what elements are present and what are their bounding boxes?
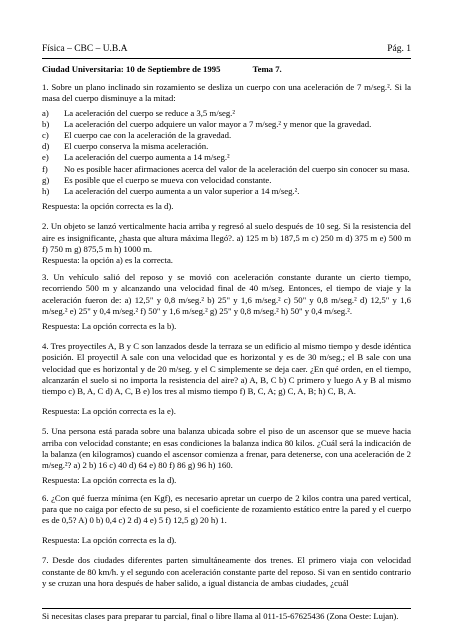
question-1-answer: Respuesta: la opción correcta es la d). xyxy=(42,201,174,212)
question-6-text: 6. ¿Con qué fuerza mínima (en Kgf), es necesario apretar un cuerpo de 2 kilos contra una pared vertical, para que no caiga por efecto de su peso, si el coeficiente de rozamiento estático entre la pared y el cuerpo es de 0,5? A) 0 b) 0,4 c) 2 d) 4 e) 5 f) 12,5 g) 20 h) 1. xyxy=(42,492,411,525)
question-1-text: 1. Sobre un plano inclinado sin rozamiento se desliza un cuerpo con una aceleración de 7 m/seg.². Si la masa del cuerpo disminuye a la mitad: xyxy=(42,82,411,104)
question-5-answer: Respuesta: La opción correcta es la d). xyxy=(42,475,177,486)
question-5-text: 5. Una persona está parada sobre una balanza ubicada sobre el piso de un ascensor que se mueve hacia arriba con velocidad constante; en esas condiciones la balanza indica 80 kilos. ¿Cuál será la indicación de la balanza (en kilogramos) cuando el ascensor comienza a frenar, para detenerse, con una aceleración de 2 m/seg.²? a) 2 b) 16 c) 40 d) 64 e) 80 f) 86 g) 96 h) 160. xyxy=(42,426,411,471)
option-item: h) La aceleración del cuerpo aumenta a un valor superior a 14 m/seg.². xyxy=(42,186,300,197)
option-item: c) El cuerpo cae con la aceleración de la gravedad. xyxy=(42,130,232,141)
exam-date-title: Ciudad Universitaria: 10 de Septiembre de 1995 xyxy=(42,64,221,74)
option-item: a) La aceleración del cuerpo se reduce a 3,5 m/seg.² xyxy=(42,107,235,118)
option-item: g) Es posible que el cuerpo se mueva con velocidad constante. xyxy=(42,174,272,185)
header-page-number: Pág. 1 xyxy=(387,44,411,54)
footer-rule xyxy=(42,608,411,609)
page-header xyxy=(42,44,411,58)
question-6-answer: Respuesta: La opción correcta es la d). xyxy=(42,535,177,546)
header-course: Física – CBC – U.B.A xyxy=(42,44,128,54)
question-7-text: 7. Desde dos ciudades diferentes parten simultáneamente dos trenes. El primero viaja con velocidad constante de 80 km/h. y el segundo con aceleración constante parte del reposo. Si van en sentido contrario y se cruzan una hora después de haber salido, a igual distancia de ambas ciudades, ¿cuál xyxy=(42,555,411,588)
exam-title xyxy=(42,64,411,75)
question-4-text: 4. Tres proyectiles A, B y C son lanzados desde la terraza se un edificio al mismo tiempo y desde idéntica posición. El proyectil A sale con una velocidad que es horizontal y es de 30 m/seg.; el B sale con una velocidad que es horizontal y de 20 m/seg. y el C simplemente se deja caer. ¿En qué orden, en el tiempo, alcanzarán el suelo si no importa la resistencia del aire? a) A, B, C b) C primero y luego A y B al mismo tiempo c) B, A, C d) A, C, B e) los tres al mismo tiempo f) B, C, A; g) C, A, B; h) C, B, A. xyxy=(42,341,411,397)
question-3-answer: Respuesta: La opción correcta es la b). xyxy=(42,321,177,332)
question-1-options xyxy=(42,108,411,198)
option-item: d) El cuerpo conserva la misma aceleración. xyxy=(42,141,209,152)
question-2-answer: Respuesta: la opción a) es la correcta. xyxy=(42,255,173,266)
header-rule xyxy=(42,58,411,59)
question-3-text: 3. Un vehículo salió del reposo y se movió con aceleración constante durante un cierto tiempo, recorriendo 500 m y alcanzando una velocidad final de 40 m/seg. Entonces, el tiempo de viaje y la aceleración fueron de: a) 12,5" y 0,8 m/seg.² b) 25" y 1,6 m/seg.² c) 50" y 0,8 m/seg.² d) 12,5" y 1,6 m/seg.² e) 25" y 0,4 m/seg.² f) 50" y 1,6 m/seg.² g) 25" y 0,8 m/seg.² h) 50" y 0,4 m/seg.². xyxy=(42,272,411,316)
exam-content xyxy=(42,64,411,589)
question-2-text: 2. Un objeto se lanzó verticalmente hacia arriba y regresó al suelo después de 10 seg. Si la resistencia del aire es insignificante, ¿hasta que altura máxima llegó?. a) 125 m b) 187,5 m c) 250 m d) 375 m e) 500 m f) 750 m g) 875,5 m h) 1000 m. xyxy=(42,221,411,254)
option-item: b) La aceleración del cuerpo adquiere un valor mayor a 7 m/seg.² y menor que la gravedad. xyxy=(42,118,372,129)
page-footer: Si necesitas clases para preparar tu parcial, final o libre llama al 011-15-67625436 (Zona Oeste: Lujan). xyxy=(42,611,399,621)
exam-tema: Tema 7. xyxy=(252,64,282,74)
question-4-answer: Respuesta: La opción correcta es la e). xyxy=(42,406,176,417)
option-item: e) La aceleración del cuerpo aumenta a 14 m/seg.² xyxy=(42,152,230,163)
option-item: f) No es posible hacer afirmaciones acerca del valor de la aceleración del cuerpo sin conocer su masa. xyxy=(42,163,410,174)
